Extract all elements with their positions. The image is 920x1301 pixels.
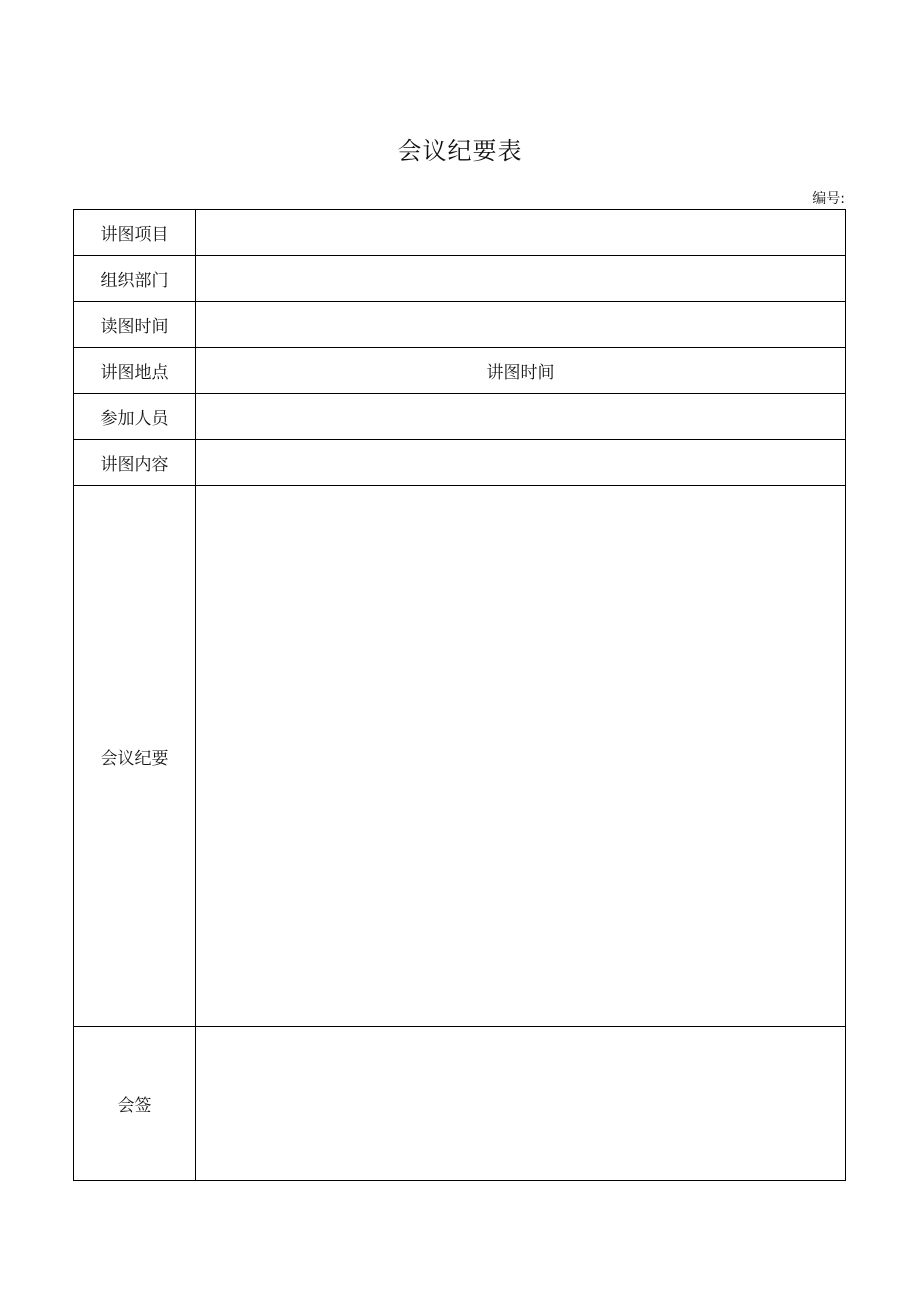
document-number-label: 编号: [812,191,845,207]
content-label: 讲图内容 [74,440,196,486]
content-field[interactable] [196,440,846,486]
minutes-label: 会议纪要 [74,486,196,1027]
location-field[interactable]: 讲图时间 [196,348,846,394]
signoff-field[interactable] [196,1027,846,1181]
form-row-location [74,348,846,394]
form-row-project [74,210,846,256]
reading-time-field[interactable] [196,302,846,348]
location-label: 讲图地点 [74,348,196,394]
attendees-label: 参加人员 [74,394,196,440]
reading-time-label: 读图时间 [74,302,196,348]
department-field[interactable] [196,256,846,302]
form-row-signoff [74,1027,846,1181]
project-field[interactable] [196,210,846,256]
signoff-label: 会签 [74,1027,196,1181]
department-label: 组织部门 [74,256,196,302]
form-row-minutes [74,486,846,1027]
form-row-content [74,440,846,486]
form-row-attendees [74,394,846,440]
project-label: 讲图项目 [74,210,196,256]
meeting-minutes-form [73,209,846,1181]
attendees-field[interactable] [196,394,846,440]
page-title: 会议纪要表 [397,137,523,165]
minutes-field[interactable] [196,486,846,1027]
form-row-department [74,256,846,302]
form-row-reading-time [74,302,846,348]
